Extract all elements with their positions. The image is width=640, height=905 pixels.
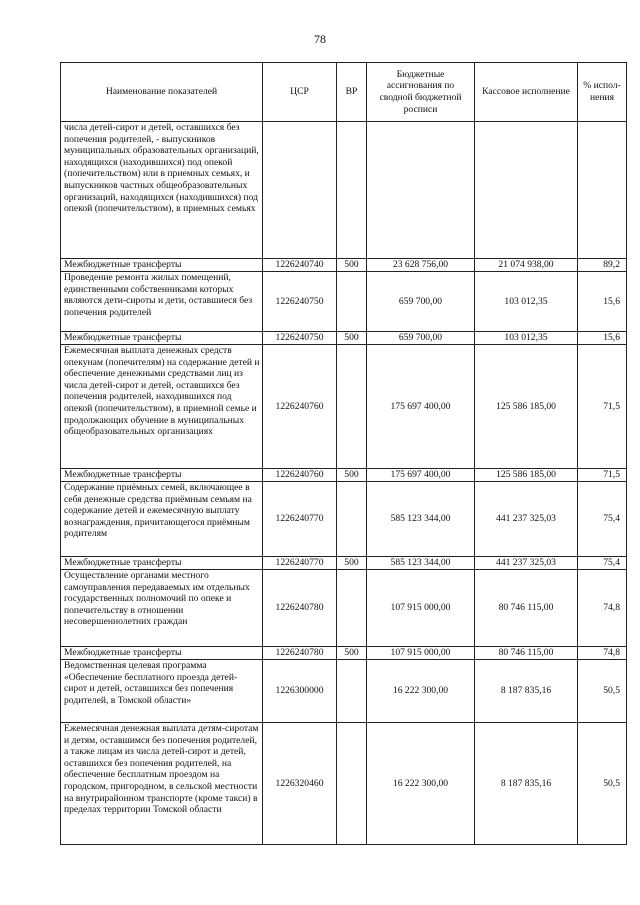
row-percent: 74,8 [578,647,627,660]
header-name: Наименование показателей [61,63,263,122]
row-budget: 107 915 000,00 [367,647,475,660]
row-vr [337,660,367,723]
header-cash: Кассовое исполнение [475,63,578,122]
row-percent: 50,5 [578,660,627,723]
row-budget: 16 222 300,00 [367,660,475,723]
row-percent [578,122,627,259]
row-csr: 1226240750 [263,272,337,332]
row-budget: 585 123 344,00 [367,482,475,557]
row-budget: 659 700,00 [367,272,475,332]
table-row [61,122,627,259]
row-budget: 659 700,00 [367,332,475,345]
row-vr [337,122,367,259]
table-header-row [61,63,627,122]
row-percent: 15,6 [578,332,627,345]
row-vr [337,272,367,332]
table-row [61,557,627,570]
row-name: Межбюджетные трансферты [61,647,263,660]
row-budget: 16 222 300,00 [367,723,475,845]
row-name: Ежемесячная денежная выплата детям-сиротам и детям, оставшимся без попечения родителей, а также лицам из числа детей-сирот и детей, оставшихся без попечения родителей, на обеспечение бесплатным проездом на городском, пригородном, в сельской местности на внутрирайонном транспорте (кроме такси) в пределах территории Томской области [61,723,263,845]
row-vr [337,570,367,647]
row-csr: 1226320460 [263,723,337,845]
row-cash: 125 586 185,00 [475,469,578,482]
row-cash: 103 012,35 [475,272,578,332]
table-row [61,469,627,482]
row-name: Межбюджетные трансферты [61,557,263,570]
row-csr: 1226240770 [263,482,337,557]
row-budget: 23 628 756,00 [367,259,475,272]
row-name: Межбюджетные трансферты [61,332,263,345]
table-row [61,647,627,660]
row-percent: 75,4 [578,482,627,557]
row-csr: 1226240760 [263,345,337,469]
row-name: числа детей-сирот и детей, оставшихся без попечения родителей, - выпускников муниципальных образовательных организаций, находящихся (находившихся) под опекой (попечительством) или в приемных семьях, и выпускников частных общеобразовательных организаций, находящихся (находившихся) под опекой (попечительством), в приемных семьях [61,122,263,259]
table-row [61,345,627,469]
row-cash [475,122,578,259]
row-percent: 71,5 [578,345,627,469]
row-cash: 125 586 185,00 [475,345,578,469]
header-percent: % испол-нения [578,63,627,122]
table-row [61,723,627,845]
row-vr: 500 [337,259,367,272]
row-csr: 1226240780 [263,647,337,660]
row-cash: 441 237 325,03 [475,557,578,570]
row-cash: 80 746 115,00 [475,570,578,647]
row-vr: 500 [337,332,367,345]
header-vr: ВР [337,63,367,122]
table-row [61,570,627,647]
row-vr: 500 [337,469,367,482]
row-cash: 103 012,35 [475,332,578,345]
header-csr: ЦСР [263,63,337,122]
row-csr: 1226240770 [263,557,337,570]
row-budget [367,122,475,259]
row-vr: 500 [337,557,367,570]
row-cash: 8 187 835,16 [475,660,578,723]
table-row [61,272,627,332]
row-csr: 1226300000 [263,660,337,723]
row-cash: 8 187 835,16 [475,723,578,845]
row-budget: 107 915 000,00 [367,570,475,647]
row-name: Ведомственная целевая программа «Обеспечение бесплатного проезда детей-сирот и детей, оставшихся без попечения родителей, в Томской области» [61,660,263,723]
row-budget: 175 697 400,00 [367,469,475,482]
row-percent: 71,5 [578,469,627,482]
budget-execution-table [60,62,627,845]
row-name: Ежемесячная выплата денежных средств опекунам (попечителям) на содержание детей и обеспечение денежными средствами лиц из числа детей-сирот и детей, оставшихся без попечения родителей, находившихся под опекой (попечительством), в приемной семье и продолжающих обучение в муниципальных общеобразовательных организациях [61,345,263,469]
row-name: Межбюджетные трансферты [61,259,263,272]
row-vr: 500 [337,647,367,660]
row-percent: 75,4 [578,557,627,570]
row-csr [263,122,337,259]
row-percent: 15,6 [578,272,627,332]
row-name: Межбюджетные трансферты [61,469,263,482]
row-csr: 1226240760 [263,469,337,482]
row-budget: 585 123 344,00 [367,557,475,570]
table-row [61,259,627,272]
page-number: 78 [314,32,326,46]
row-csr: 1226240780 [263,570,337,647]
row-cash: 80 746 115,00 [475,647,578,660]
row-percent: 50,5 [578,723,627,845]
row-csr: 1226240750 [263,332,337,345]
row-vr [337,345,367,469]
row-name: Осуществление органами местного самоуправления передаваемых им отдельных государственных полномочий по опеке и попечительству в отношении несовершеннолетних граждан [61,570,263,647]
table-row [61,660,627,723]
table-row [61,332,627,345]
header-budget: Бюджетные ассигнования по сводной бюджетной росписи [367,63,475,122]
row-percent: 74,8 [578,570,627,647]
row-cash: 441 237 325,03 [475,482,578,557]
row-vr [337,723,367,845]
table-row [61,482,627,557]
row-vr [337,482,367,557]
row-name: Содержание приёмных семей, включающее в себя денежные средства приёмным семьям на содержание детей и ежемесячную выплату вознаграждения, причитающегося приёмным родителям [61,482,263,557]
row-percent: 89,2 [578,259,627,272]
row-budget: 175 697 400,00 [367,345,475,469]
row-name: Проведение ремонта жилых помещений, единственными собственниками которых являются дети-сироты и дети, оставшиеся без попечения родителей [61,272,263,332]
row-csr: 1226240740 [263,259,337,272]
row-cash: 21 074 938,00 [475,259,578,272]
